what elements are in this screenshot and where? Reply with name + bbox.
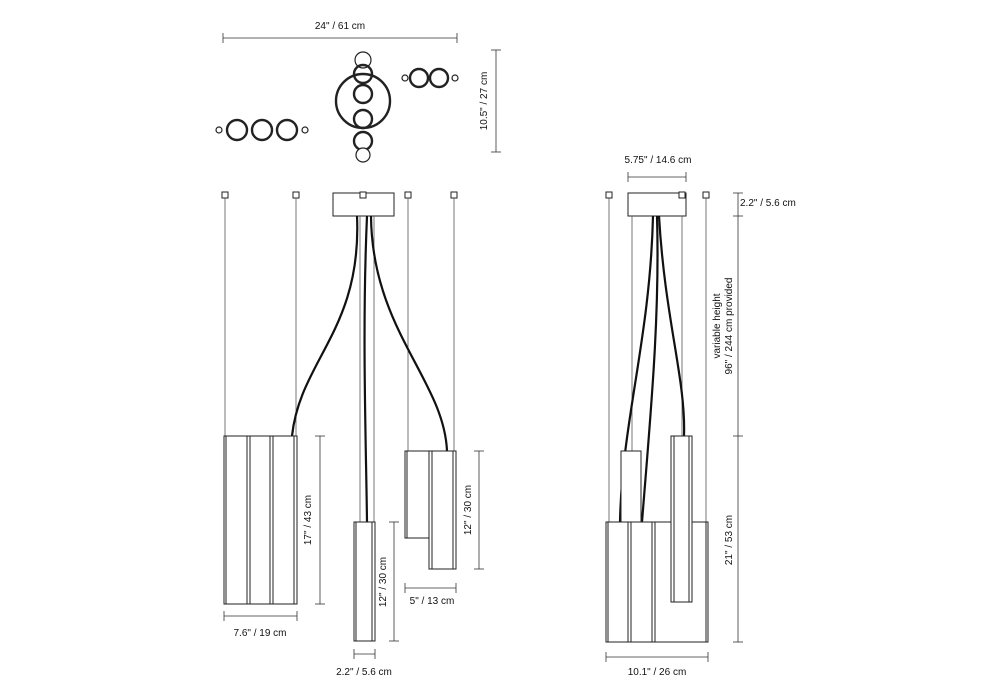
ceiling-anchor (405, 192, 411, 198)
top-view (216, 21, 501, 162)
side-height-label: 21" / 53 cm (724, 514, 735, 566)
canopy-height-label: 2.2" / 5.6 cm (740, 198, 796, 209)
ceiling-anchor (703, 192, 709, 198)
top-width-label: 24" / 61 cm (314, 21, 366, 32)
ceiling-anchor (293, 192, 299, 198)
side-width-label: 10.1" / 26 cm (627, 667, 687, 678)
ceiling-anchor (451, 192, 457, 198)
canopy-width-label: 5.75" / 14.6 cm (624, 155, 692, 166)
variable-height-label-1: variable height (712, 293, 723, 359)
small-pendant (354, 522, 375, 641)
front-view (222, 192, 484, 678)
medium-height-label: 12" / 30 cm (463, 484, 474, 536)
large-pendant (224, 436, 297, 604)
side-pendant-group (606, 436, 708, 642)
ceiling-anchor (606, 192, 612, 198)
top-height-label: 10.5" / 27 cm (479, 71, 490, 131)
ceiling-anchor (222, 192, 228, 198)
variable-height-label-2: 96" / 244 cm provided (724, 277, 735, 375)
canopy (628, 193, 686, 216)
side-view (606, 155, 796, 678)
large-height-label: 17" / 43 cm (303, 494, 314, 546)
small-height-label: 12" / 30 cm (378, 556, 389, 608)
ring-cluster-pair (402, 69, 458, 87)
ring-cluster-linear (216, 120, 308, 140)
medium-pendant (405, 451, 456, 569)
ring-cluster-canopy (336, 52, 390, 162)
large-width-label: 7.6" / 19 cm (233, 628, 287, 639)
medium-width-label: 5" / 13 cm (409, 596, 455, 607)
small-width-label: 2.2" / 5.6 cm (336, 667, 392, 678)
